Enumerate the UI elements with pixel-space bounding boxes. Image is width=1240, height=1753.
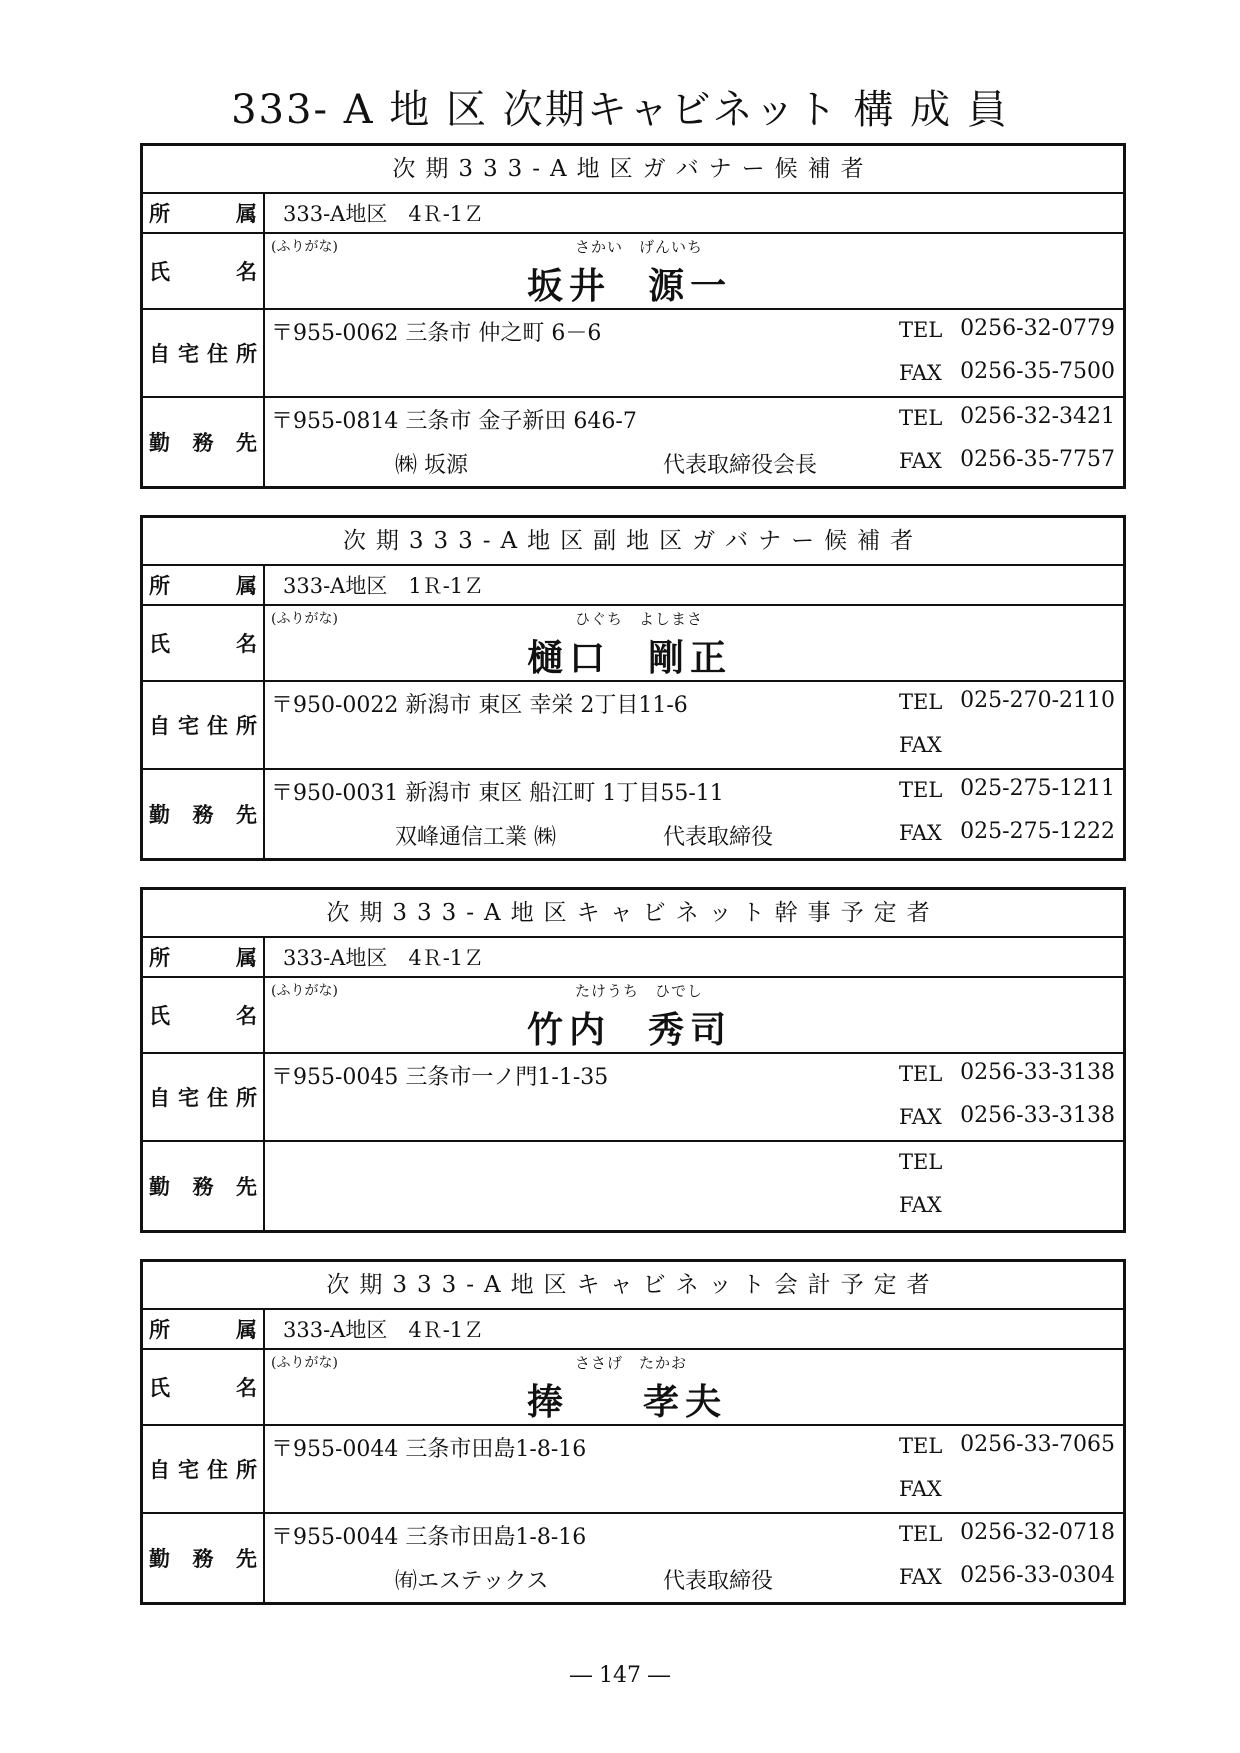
work-tel: 0256-32-3421 <box>960 404 1115 429</box>
home-address: 〒955-0045 三条市一ノ門1-1-35 <box>271 1065 609 1090</box>
furigana: さかい げんいち <box>575 238 704 256</box>
fax-label: FAX <box>899 1565 942 1589</box>
name-label: 氏名 <box>143 234 265 308</box>
work-company: ㈲エステックス <box>395 1569 549 1594</box>
fax-label: FAX <box>899 733 942 757</box>
name-label: 氏名 <box>143 606 265 680</box>
furigana: ひぐち よしまさ <box>575 610 704 628</box>
affiliation-value: 333-A地区 4Ｒ-1Ｚ <box>283 1318 485 1342</box>
work-row <box>143 398 1123 486</box>
home-label: 自宅住所 <box>143 1426 265 1512</box>
fax-label: FAX <box>899 1105 942 1129</box>
tel-label: TEL <box>899 318 943 342</box>
name-cell <box>265 234 1123 308</box>
affiliation-label: 所属 <box>143 194 265 232</box>
section-cabinet-treasurer <box>140 1259 1126 1605</box>
home-tel: 0256-32-0779 <box>960 316 1115 341</box>
work-label: 勤務先 <box>143 1514 265 1602</box>
home-row <box>143 682 1123 770</box>
home-cell <box>265 310 1123 396</box>
section-vice-governor-candidate <box>140 515 1126 861</box>
fax-label: FAX <box>899 1193 942 1217</box>
home-address: 〒950-0022 新潟市 東区 幸栄 2丁目11-6 <box>271 693 688 718</box>
work-title: 代表取締役 <box>663 1569 774 1594</box>
work-tel: 0256-32-0718 <box>960 1520 1115 1545</box>
work-row <box>143 770 1123 858</box>
section-cabinet-secretary <box>140 887 1126 1233</box>
home-tel: 0256-33-3138 <box>960 1060 1115 1085</box>
work-row <box>143 1142 1123 1230</box>
name-row <box>143 978 1123 1054</box>
page-title: 333- A 地 区 次期キャビネット 構 成 員 <box>231 87 1009 133</box>
tel-label: TEL <box>899 1062 943 1086</box>
home-address: 〒955-0044 三条市田島1-8-16 <box>271 1437 587 1462</box>
furigana-label: (ふりがな) <box>271 1355 338 1371</box>
affiliation-row <box>143 1310 1123 1350</box>
affiliation-row <box>143 938 1123 978</box>
work-company: ㈱ 坂源 <box>395 453 468 478</box>
section-header: 次期333-A地区副地区ガバナー候補者 <box>143 518 1123 566</box>
page-number: ― 147 ― <box>570 1663 670 1688</box>
work-address: 〒955-0044 三条市田島1-8-16 <box>271 1525 587 1550</box>
name-cell <box>265 1350 1123 1424</box>
home-tel: 025-270-2110 <box>960 688 1115 713</box>
home-label: 自宅住所 <box>143 682 265 768</box>
work-label: 勤務先 <box>143 1142 265 1230</box>
home-cell <box>265 682 1123 768</box>
tel-label: TEL <box>899 406 943 430</box>
section-header: 次期333-A地区ガバナー候補者 <box>143 146 1123 194</box>
affiliation-value: 333-A地区 4Ｒ-1Ｚ <box>283 946 485 970</box>
affiliation-value: 333-A地区 4Ｒ-1Ｚ <box>283 202 485 226</box>
affiliation-label: 所属 <box>143 566 265 604</box>
work-tel: 025-275-1211 <box>960 776 1115 801</box>
furigana-label: (ふりがな) <box>271 983 338 999</box>
home-tel: 0256-33-7065 <box>960 1432 1115 1457</box>
work-label: 勤務先 <box>143 770 265 858</box>
work-cell <box>265 398 1123 486</box>
person-name: 樋口 剛正 <box>527 637 733 679</box>
affiliation-row <box>143 566 1123 606</box>
home-address: 〒955-0062 三条市 仲之町 6－6 <box>271 321 602 346</box>
home-cell <box>265 1426 1123 1512</box>
work-fax: 0256-35-7757 <box>960 447 1115 472</box>
person-name: 捧 孝夫 <box>527 1381 728 1423</box>
home-row <box>143 310 1123 398</box>
work-title: 代表取締役会長 <box>663 453 818 478</box>
name-row <box>143 234 1123 310</box>
person-name: 坂井 源一 <box>527 265 733 307</box>
furigana-label: (ふりがな) <box>271 239 338 255</box>
work-cell <box>265 770 1123 858</box>
affiliation-label: 所属 <box>143 938 265 976</box>
tel-label: TEL <box>899 1150 943 1174</box>
name-label: 氏名 <box>143 978 265 1052</box>
furigana: ささげ たかお <box>575 1354 688 1372</box>
name-row <box>143 1350 1123 1426</box>
work-cell <box>265 1514 1123 1602</box>
work-address: 〒950-0031 新潟市 東区 船江町 1丁目55-11 <box>271 781 724 806</box>
name-cell <box>265 978 1123 1052</box>
work-row <box>143 1514 1123 1602</box>
affiliation-label: 所属 <box>143 1310 265 1348</box>
work-address: 〒955-0814 三条市 金子新田 646-7 <box>271 409 637 434</box>
tel-label: TEL <box>899 778 943 802</box>
tel-label: TEL <box>899 1522 943 1546</box>
person-name: 竹内 秀司 <box>527 1009 733 1051</box>
affiliation-value: 333-A地区 1Ｒ-1Ｚ <box>283 574 485 598</box>
fax-label: FAX <box>899 821 942 845</box>
name-cell <box>265 606 1123 680</box>
section-governor-candidate <box>140 143 1126 489</box>
home-label: 自宅住所 <box>143 310 265 396</box>
tel-label: TEL <box>899 690 943 714</box>
furigana-label: (ふりがな) <box>271 611 338 627</box>
work-company: 双峰通信工業 ㈱ <box>395 825 556 850</box>
name-row <box>143 606 1123 682</box>
home-fax: 0256-33-3138 <box>960 1103 1115 1128</box>
name-label: 氏名 <box>143 1350 265 1424</box>
section-header: 次期333-A地区キャビネット幹事予定者 <box>143 890 1123 938</box>
home-row <box>143 1054 1123 1142</box>
home-fax: 0256-35-7500 <box>960 359 1115 384</box>
home-label: 自宅住所 <box>143 1054 265 1140</box>
home-row <box>143 1426 1123 1514</box>
fax-label: FAX <box>899 449 942 473</box>
work-fax: 0256-33-0304 <box>960 1563 1115 1588</box>
section-header: 次期333-A地区キャビネット会計予定者 <box>143 1262 1123 1310</box>
fax-label: FAX <box>899 1477 942 1501</box>
affiliation-row <box>143 194 1123 234</box>
home-cell <box>265 1054 1123 1140</box>
work-fax: 025-275-1222 <box>960 819 1115 844</box>
work-label: 勤務先 <box>143 398 265 486</box>
furigana: たけうち ひでし <box>575 982 704 1000</box>
fax-label: FAX <box>899 361 942 385</box>
work-cell <box>265 1142 1123 1230</box>
tel-label: TEL <box>899 1434 943 1458</box>
work-title: 代表取締役 <box>663 825 774 850</box>
